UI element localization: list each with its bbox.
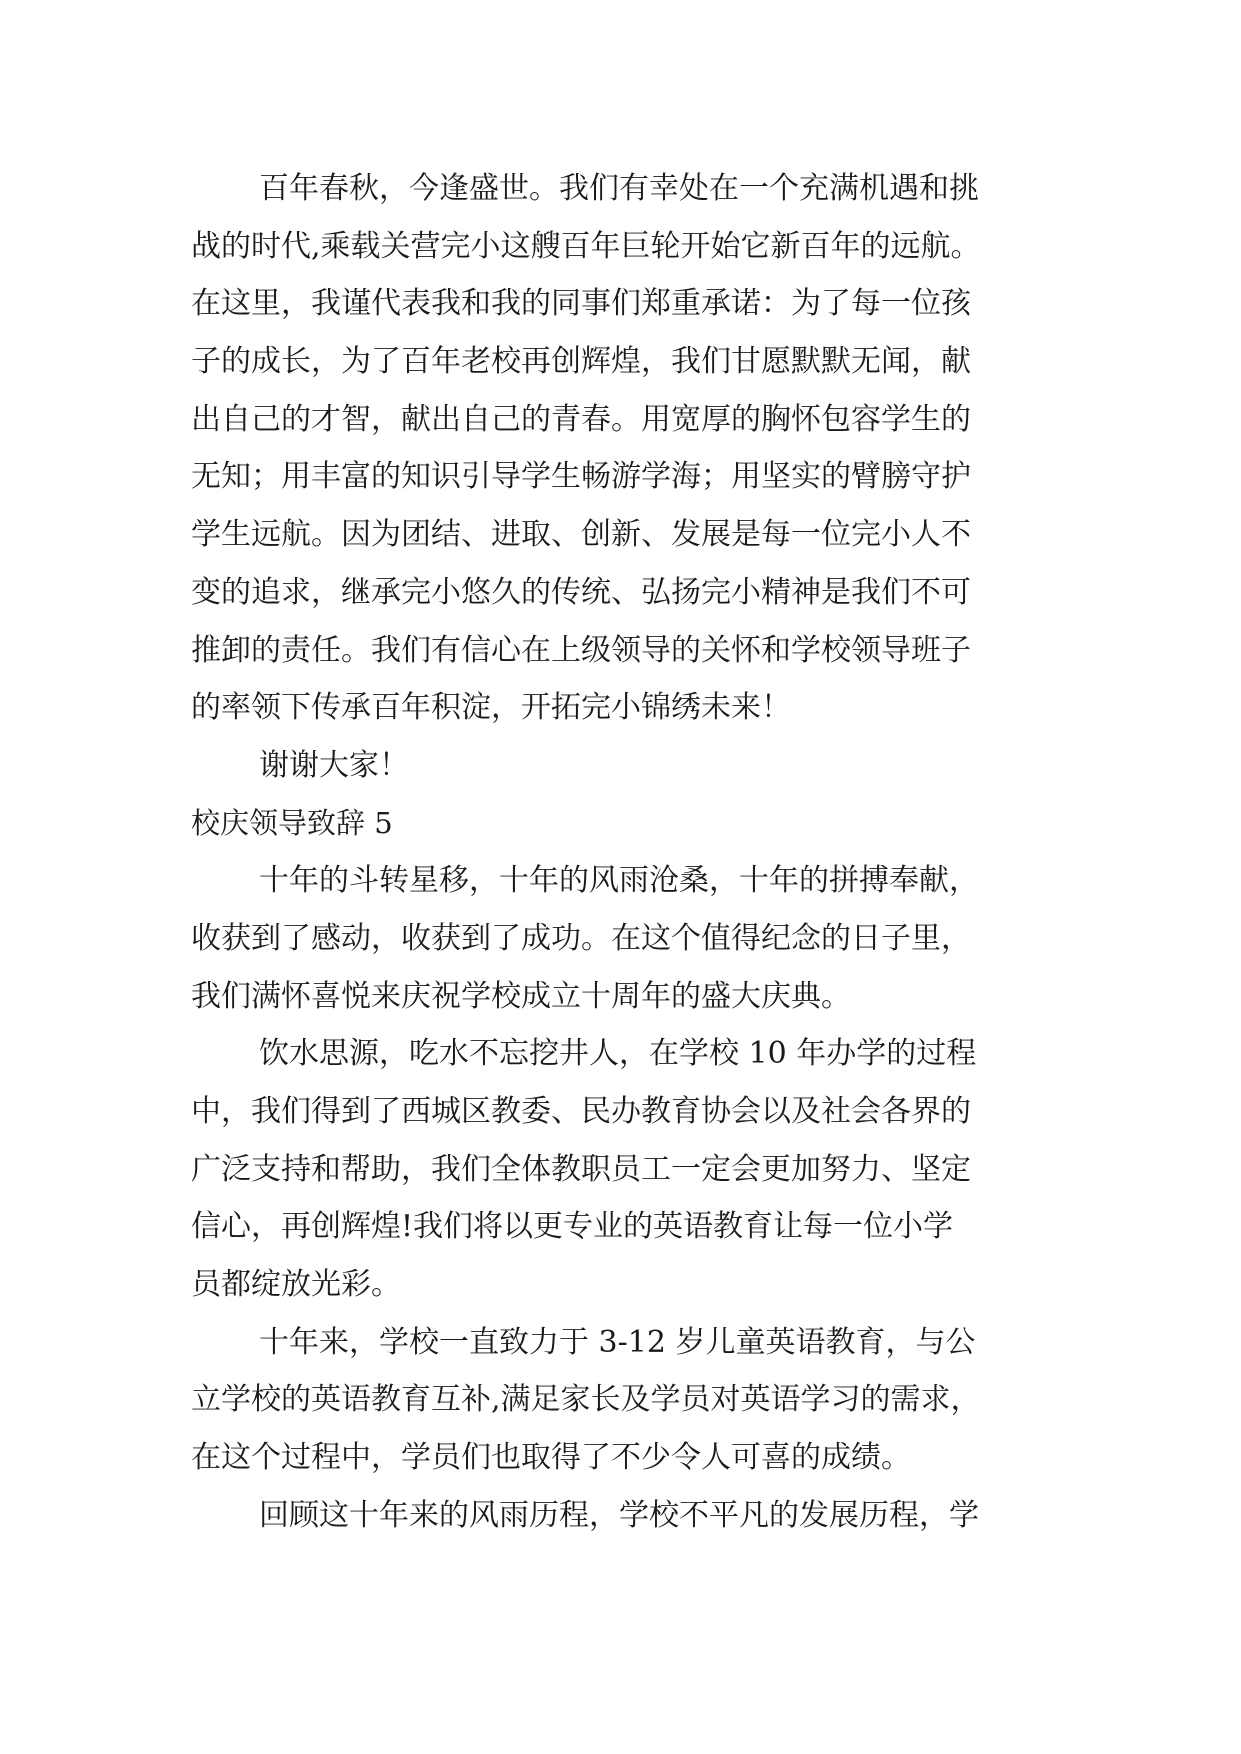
text-line: 十年来，学校一直致力于 3-12 岁儿童英语教育，与公: [259, 1324, 976, 1360]
text-line: 饮水思源，吃水不忘挖井人，在学校 10 年办学的过程: [259, 1036, 977, 1072]
text-line: 十年的斗转星移，十年的风雨沧桑，十年的拼搏奉献，: [259, 863, 979, 899]
text-line: 的率领下传承百年积淀，开拓完小锦绣未来！: [191, 690, 791, 726]
text-line: 回顾这十年来的风雨历程，学校不平凡的发展历程，学: [259, 1497, 979, 1533]
text-line: 学生远航。因为团结、进取、创新、发展是每一位完小人不: [191, 517, 971, 553]
text-line: 百年春秋，今逢盛世。我们有幸处在一个充满机遇和挑: [259, 171, 979, 206]
text-line: 广泛支持和帮助，我们全体教职员工一定会更加努力、坚定: [191, 1151, 971, 1187]
text-line: 子的成长，为了百年老校再创辉煌，我们甘愿默默无闻，献: [191, 344, 971, 380]
text-line: 在这个过程中，学员们也取得了不少令人可喜的成绩。: [191, 1440, 911, 1476]
text-line: 中，我们得到了西城区教委、民办教育协会以及社会各界的: [191, 1094, 971, 1129]
text-line: 员都绽放光彩。: [191, 1267, 401, 1303]
text-line: 我们满怀喜悦来庆祝学校成立十周年的盛大庆典。: [191, 978, 851, 1014]
document-page: [191, 160, 1071, 1545]
text-line: 战的时代,乘载关营完小这艘百年巨轮开始它新百年的远航。: [191, 228, 981, 264]
text-line: 推卸的责任。我们有信心在上级领导的关怀和学校领导班子: [191, 632, 971, 668]
text-line: 谢谢大家！: [259, 747, 409, 783]
text-line: 无知；用丰富的知识引导学生畅游学海；用坚实的臂膀守护: [191, 459, 971, 495]
text-line: 在这里，我谨代表我和我的同事们郑重承诺：为了每一位孩: [191, 286, 971, 322]
text-line: 信心，再创辉煌!我们将以更专业的英语教育让每一位小学: [191, 1209, 954, 1245]
text-line: 立学校的英语教育互补,满足家长及学员对英语学习的需求，: [191, 1382, 981, 1418]
text-line: 收获到了感动，收获到了成功。在这个值得纪念的日子里，: [191, 920, 971, 956]
text-line: 变的追求，继承完小悠久的传统、弘扬完小精神是我们不可: [191, 574, 971, 610]
text-line: 出自己的才智，献出自己的青春。用宽厚的胸怀包容学生的: [191, 401, 971, 437]
section-heading: 校庆领导致辞 5: [191, 805, 393, 840]
